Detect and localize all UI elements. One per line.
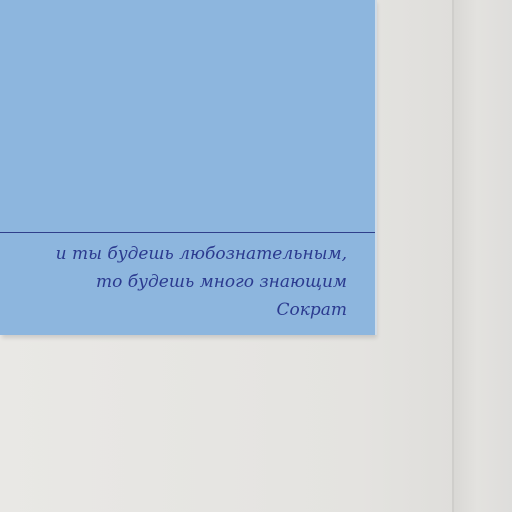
blue-poster-card bbox=[0, 0, 375, 335]
card-edge bbox=[375, 0, 377, 335]
quote-line-2: то будешь много знающим bbox=[96, 272, 347, 292]
frame-shadow bbox=[454, 0, 512, 512]
quote-block bbox=[0, 240, 347, 324]
quote-line-1: и ты будешь любознательным, bbox=[55, 244, 347, 264]
divider-line bbox=[0, 232, 375, 233]
quote-author: Сократ bbox=[276, 300, 347, 320]
